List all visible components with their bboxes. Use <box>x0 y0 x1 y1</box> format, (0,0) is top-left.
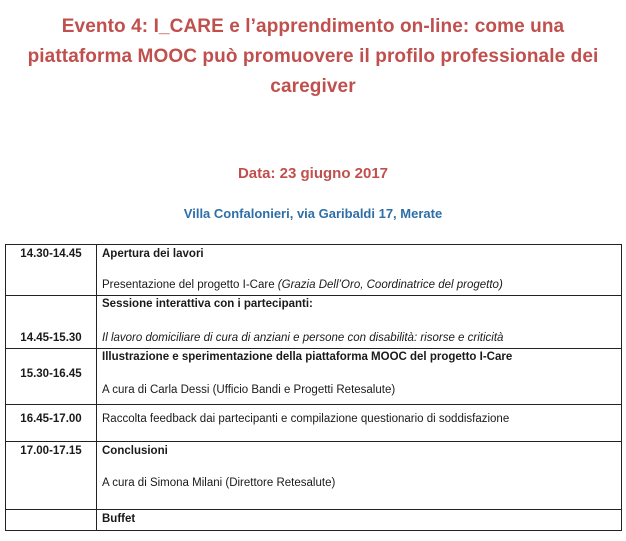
agenda-time: 15.30-16.45 <box>20 368 82 380</box>
agenda-item-detail: A cura di Carla Dessi (Ufficio Bandi e Progetti Retesalute) <box>102 384 396 396</box>
agenda-content <box>97 349 622 405</box>
agenda-content <box>97 405 622 442</box>
agenda-item-title: Illustrazione e sperimentazione della piattaforma MOOC del progetto I-Care <box>102 351 513 363</box>
agenda-row <box>6 510 622 531</box>
agenda-time: 14.30-14.45 <box>6 245 97 296</box>
agenda-row <box>6 349 622 405</box>
agenda-content <box>97 245 622 296</box>
agenda-time <box>6 510 97 531</box>
agenda-table <box>5 244 622 531</box>
agenda-time: 17.00-17.15 <box>6 442 97 510</box>
event-title <box>0 12 626 102</box>
agenda-row <box>6 245 622 296</box>
event-date: Data: 23 giugno 2017 <box>237 165 389 182</box>
agenda-content <box>97 510 622 531</box>
agenda-time-cell <box>6 296 97 349</box>
agenda-item-detail: Raccolta feedback dai partecipanti e compilazione questionario di soddisfazione <box>102 413 510 425</box>
event-venue: Villa Confalonieri, via Garibaldi 17, Merate <box>183 206 443 221</box>
agenda-detail-italic: (Grazia Dell’Oro, Coordinatrice del progetto) <box>277 279 503 291</box>
agenda-row <box>6 405 622 442</box>
agenda-item-title: Apertura dei lavori <box>102 248 204 260</box>
agenda-time: 16.45-17.00 <box>20 413 82 425</box>
agenda-time: 14.45-15.30 <box>20 332 82 344</box>
agenda-item-title: Sessione interattiva con i partecipanti: <box>102 298 313 310</box>
event-title-line-3: caregiver <box>270 76 356 97</box>
agenda-time-cell <box>6 405 97 442</box>
agenda-item-title: Buffet <box>102 513 136 525</box>
event-title-line-2: piattaforma MOOC può promuovere il profilo professionale dei <box>27 46 599 67</box>
agenda-content <box>97 442 622 510</box>
agenda-row <box>6 442 622 510</box>
agenda-content <box>97 296 622 349</box>
event-title-line-1: Evento 4: I_CARE e l’apprendimento on-line: come una <box>61 16 565 37</box>
agenda-item-detail <box>102 279 503 291</box>
agenda-row <box>6 296 622 349</box>
agenda-time-cell <box>6 349 97 405</box>
agenda-item-detail: Il lavoro domiciliare di cura di anziani e persone con disabilità: risorse e criticità <box>102 332 504 344</box>
agenda-detail-plain: Presentazione del progetto I-Care <box>102 279 278 291</box>
agenda-item-title: Conclusioni <box>102 445 168 457</box>
agenda-item-detail: A cura di Simona Milani (Direttore Retesalute) <box>102 477 336 489</box>
